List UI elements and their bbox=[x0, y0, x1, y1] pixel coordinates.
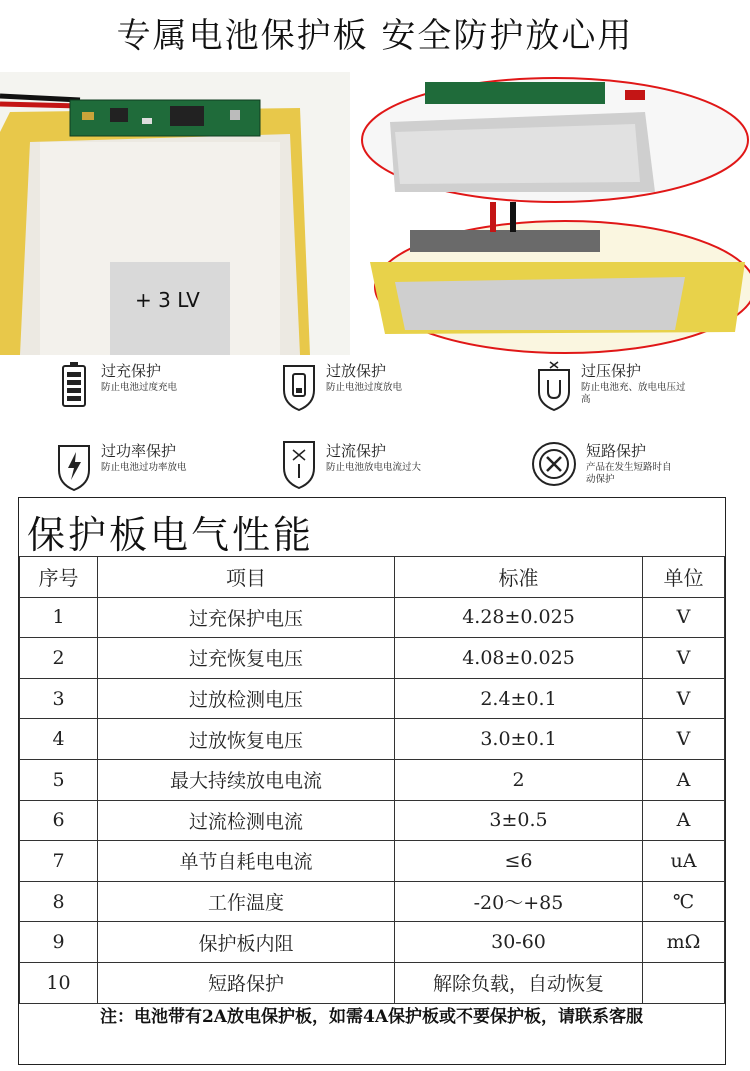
table-cell: 解除负载，自动恢复 bbox=[395, 962, 643, 1003]
header-cell: 单位 bbox=[643, 557, 725, 598]
table-cell: 过充恢复电压 bbox=[98, 638, 395, 679]
table-cell: 2 bbox=[395, 759, 643, 800]
feature-desc: 防止电池过度放电 bbox=[326, 382, 403, 393]
table-row bbox=[20, 678, 725, 719]
feature-overvoltage bbox=[535, 360, 750, 424]
current-shield-icon bbox=[280, 440, 320, 492]
table-cell: V bbox=[643, 678, 725, 719]
feature-overpower bbox=[55, 440, 275, 504]
feature-desc: 防止电池过功率放电 bbox=[101, 462, 187, 473]
table-cell bbox=[643, 962, 725, 1003]
table-cell: 工作温度 bbox=[98, 881, 395, 922]
table-cell: 4.28±0.025 bbox=[395, 597, 643, 638]
feature-title: 短路保护 bbox=[586, 442, 647, 460]
voltage-shield-icon bbox=[535, 360, 575, 412]
feature-title: 过充保护 bbox=[101, 362, 162, 380]
table-row bbox=[20, 922, 725, 963]
table-cell: V bbox=[643, 638, 725, 679]
table-cell: 过流检测电流 bbox=[98, 800, 395, 841]
table-cell: 过充保护电压 bbox=[98, 597, 395, 638]
feature-overcurrent bbox=[280, 440, 500, 504]
lightning-shield-icon bbox=[55, 440, 95, 492]
spec-panel bbox=[18, 497, 726, 1065]
feature-title: 过功率保护 bbox=[101, 442, 177, 460]
feature-short-circuit bbox=[530, 440, 750, 504]
table-cell: 8 bbox=[20, 881, 98, 922]
spec-table bbox=[19, 556, 725, 1004]
table-cell: 6 bbox=[20, 800, 98, 841]
feature-desc: 防止电池充、放电电压过高 bbox=[581, 382, 686, 405]
table-cell: 4.08±0.025 bbox=[395, 638, 643, 679]
table-row bbox=[20, 841, 725, 882]
table-row bbox=[20, 962, 725, 1003]
table-cell: 10 bbox=[20, 962, 98, 1003]
feature-overcharge bbox=[55, 360, 275, 424]
table-cell: A bbox=[643, 759, 725, 800]
feature-overdischarge bbox=[280, 360, 500, 424]
table-cell: 9 bbox=[20, 922, 98, 963]
battery-full-icon bbox=[55, 360, 95, 412]
table-cell: 2 bbox=[20, 638, 98, 679]
feature-desc: 防止电池过度充电 bbox=[101, 382, 178, 393]
table-row bbox=[20, 759, 725, 800]
table-cell: 2.4±0.1 bbox=[395, 678, 643, 719]
short-circuit-x-icon bbox=[530, 440, 580, 492]
battery-photo-left bbox=[0, 72, 350, 355]
table-row bbox=[20, 597, 725, 638]
table-cell: V bbox=[643, 597, 725, 638]
header-cell: 标准 bbox=[395, 557, 643, 598]
feature-desc: 防止电池放电电流过大 bbox=[326, 462, 422, 473]
table-cell: 3 bbox=[20, 678, 98, 719]
table-cell: 短路保护 bbox=[98, 962, 395, 1003]
feature-title: 过压保护 bbox=[581, 362, 642, 380]
table-cell: 5 bbox=[20, 759, 98, 800]
feature-title: 过放保护 bbox=[326, 362, 387, 380]
battery-label-marks: + 3 LV bbox=[135, 288, 200, 312]
table-cell: 4 bbox=[20, 719, 98, 760]
feature-desc: 产品在发生短路时自动保护 bbox=[586, 462, 672, 485]
table-cell: 7 bbox=[20, 841, 98, 882]
table-cell: 30-60 bbox=[395, 922, 643, 963]
footnote: 注：电池带有2A放电保护板，如需4A保护板或不要保护板，请联系客服 bbox=[99, 1007, 644, 1027]
table-cell: 过放恢复电压 bbox=[98, 719, 395, 760]
table-cell: A bbox=[643, 800, 725, 841]
table-header-row bbox=[20, 557, 725, 598]
table-row bbox=[20, 800, 725, 841]
table-row bbox=[20, 881, 725, 922]
battery-photo-right bbox=[355, 72, 750, 355]
table-row bbox=[20, 719, 725, 760]
feature-title: 过流保护 bbox=[326, 442, 387, 460]
table-cell: ≤6 bbox=[395, 841, 643, 882]
table-row bbox=[20, 638, 725, 679]
table-cell: uA bbox=[643, 841, 725, 882]
header-cell: 项目 bbox=[98, 557, 395, 598]
table-cell: 最大持续放电电流 bbox=[98, 759, 395, 800]
table-cell: 单节自耗电电流 bbox=[98, 841, 395, 882]
page-headline: 专属电池保护板 安全防护放心用 bbox=[116, 16, 634, 56]
spec-title: 保护板电气性能 bbox=[27, 513, 315, 557]
table-cell: 3.0±0.1 bbox=[395, 719, 643, 760]
table-cell: mΩ bbox=[643, 922, 725, 963]
table-cell: V bbox=[643, 719, 725, 760]
table-cell: 过放检测电压 bbox=[98, 678, 395, 719]
table-cell: 保护板内阻 bbox=[98, 922, 395, 963]
table-cell: ℃ bbox=[643, 881, 725, 922]
table-cell: 3±0.5 bbox=[395, 800, 643, 841]
battery-low-shield-icon bbox=[280, 360, 320, 412]
table-cell: -20～+85 bbox=[395, 881, 643, 922]
header-cell: 序号 bbox=[20, 557, 98, 598]
table-cell: 1 bbox=[20, 597, 98, 638]
